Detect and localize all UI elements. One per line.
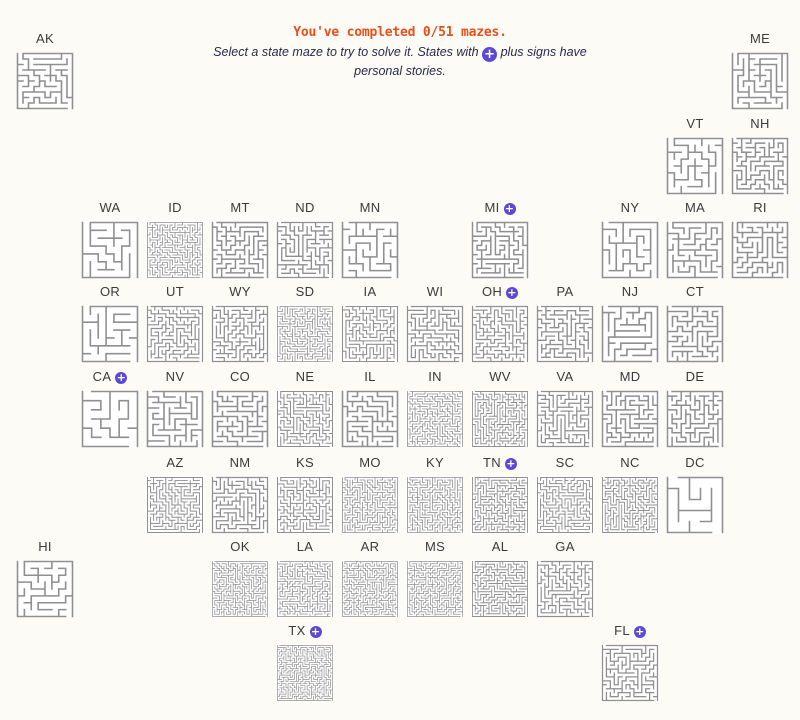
maze-walls (83, 307, 138, 362)
state-label-row (340, 368, 400, 386)
state-abbr: RI (753, 200, 767, 215)
state-label-row (275, 368, 335, 386)
maze-walls (538, 307, 593, 362)
state-maze-ca[interactable] (80, 368, 140, 450)
state-maze-ne[interactable] (275, 368, 335, 450)
state-label-row (80, 283, 140, 301)
maze-grid-icon[interactable] (211, 390, 269, 448)
state-abbr: ID (168, 200, 182, 215)
maze-grid-icon[interactable] (471, 305, 529, 363)
maze-grid-icon[interactable] (81, 221, 139, 279)
state-abbr: WV (489, 369, 511, 384)
state-label-row (275, 199, 335, 217)
state-maze-ar[interactable] (340, 538, 400, 620)
state-label-row (210, 368, 270, 386)
state-maze-co[interactable] (210, 368, 270, 450)
state-label-row (145, 368, 205, 386)
state-label-row (275, 622, 335, 640)
state-maze-wv[interactable] (470, 368, 530, 450)
plus-icon: + (482, 47, 497, 62)
maze-walls (668, 307, 723, 362)
maze-walls (538, 478, 593, 533)
maze-walls (18, 54, 73, 109)
maze-walls (213, 478, 268, 533)
state-maze-va[interactable] (535, 368, 595, 450)
state-label-row (600, 454, 660, 472)
state-maze-pa[interactable] (535, 283, 595, 365)
state-maze-ga[interactable] (535, 538, 595, 620)
state-label-row (535, 368, 595, 386)
maze-grid-icon[interactable] (406, 305, 464, 363)
state-abbr: SC (555, 455, 575, 470)
state-maze-wi[interactable] (405, 283, 465, 365)
state-abbr: NJ (621, 284, 639, 299)
state-maze-wa[interactable] (80, 199, 140, 281)
state-label-row (340, 454, 400, 472)
state-maze-tn[interactable] (470, 454, 530, 536)
maze-grid-icon[interactable] (471, 560, 529, 618)
state-abbr: OK (230, 539, 250, 554)
state-label-row (730, 30, 790, 48)
state-maze-ks[interactable] (275, 454, 335, 536)
maze-grid-icon[interactable] (146, 305, 204, 363)
state-label-row (15, 538, 75, 556)
maze-walls (473, 307, 528, 362)
instructions-part-2: plus signs have personal stories. (354, 45, 587, 78)
maze-walls (278, 478, 333, 533)
maze-walls (213, 223, 268, 278)
state-abbr: IL (364, 369, 376, 384)
maze-walls (603, 223, 658, 278)
state-abbr: CO (229, 369, 251, 384)
state-maze-ct[interactable] (665, 283, 725, 365)
instructions-part-1: Select a state maze to try to solve it. States with (213, 45, 479, 59)
state-maze-dc[interactable] (665, 454, 725, 536)
maze-walls (603, 478, 658, 533)
maze-grid-icon[interactable] (601, 390, 659, 448)
state-abbr: UT (166, 284, 184, 299)
state-maze-ri[interactable] (730, 199, 790, 281)
maze-walls (408, 562, 463, 617)
state-abbr: PA (556, 284, 574, 299)
state-abbr: FL (614, 623, 630, 638)
state-maze-tx[interactable] (275, 622, 335, 704)
state-maze-in[interactable] (405, 368, 465, 450)
maze-grid-icon[interactable] (276, 390, 334, 448)
state-label-row (210, 538, 270, 556)
state-maze-mn[interactable] (340, 199, 400, 281)
state-abbr: VA (556, 369, 574, 384)
maze-walls (83, 392, 138, 447)
plus-icon: + (507, 286, 517, 299)
maze-grid-icon[interactable] (81, 390, 139, 448)
maze-grid-icon[interactable] (731, 137, 789, 195)
state-label-row (535, 283, 595, 301)
maze-grid-icon[interactable] (211, 305, 269, 363)
maze-walls (733, 223, 788, 278)
maze-grid-icon[interactable] (146, 476, 204, 534)
maze-grid-icon[interactable] (601, 221, 659, 279)
state-label-row (405, 538, 465, 556)
state-abbr: NC (620, 455, 640, 470)
plus-icon: + (506, 457, 516, 470)
maze-walls (148, 223, 203, 278)
state-label-row (275, 538, 335, 556)
state-label-row (470, 454, 530, 472)
maze-walls (343, 307, 398, 362)
maze-walls (18, 562, 73, 617)
state-maze-mo[interactable] (340, 454, 400, 536)
state-label-row (600, 368, 660, 386)
state-abbr: NY (620, 200, 640, 215)
state-abbr: MI (484, 200, 500, 215)
maze-walls (278, 223, 333, 278)
state-label-row (145, 283, 205, 301)
state-abbr: MA (684, 200, 706, 215)
maze-walls (668, 139, 723, 194)
maze-walls (343, 392, 398, 447)
state-label-row (405, 283, 465, 301)
maze-walls (83, 223, 138, 278)
state-label-row (730, 115, 790, 133)
maze-grid-icon[interactable] (276, 560, 334, 618)
state-abbr: ND (295, 200, 315, 215)
plus-icon: + (310, 625, 321, 638)
state-label-row (275, 454, 335, 472)
maze-grid-icon[interactable] (731, 221, 789, 279)
state-maze-mi[interactable] (470, 199, 530, 281)
state-maze-al[interactable] (470, 538, 530, 620)
state-abbr: MN (359, 200, 381, 215)
maze-walls (603, 392, 658, 447)
state-abbr: MO (359, 455, 381, 470)
state-label-row (15, 30, 75, 48)
maze-walls (733, 54, 788, 109)
state-label-row (210, 454, 270, 472)
state-label-row (470, 199, 530, 217)
maze-walls (668, 478, 723, 533)
state-label-row (470, 283, 530, 301)
maze-grid-icon[interactable] (666, 476, 724, 534)
state-abbr: AZ (166, 455, 184, 470)
plus-icon: + (504, 202, 515, 215)
state-maze-nj[interactable] (600, 283, 660, 365)
maze-grid-icon[interactable] (276, 644, 334, 702)
state-label-row (340, 283, 400, 301)
state-abbr: MT (230, 200, 250, 215)
state-label-row (470, 368, 530, 386)
state-label-row (275, 283, 335, 301)
state-label-row (600, 199, 660, 217)
state-maze-vt[interactable] (665, 115, 725, 197)
maze-grid-icon[interactable] (536, 390, 594, 448)
state-label-row (665, 199, 725, 217)
maze-grid-icon[interactable] (471, 390, 529, 448)
maze-grid-icon[interactable] (536, 560, 594, 618)
state-maze-md[interactable] (600, 368, 660, 450)
state-abbr: AR (360, 539, 380, 554)
state-label-row (405, 454, 465, 472)
maze-walls (473, 392, 528, 447)
state-maze-il[interactable] (340, 368, 400, 450)
state-abbr: OH (481, 284, 503, 299)
state-maze-fl[interactable] (600, 622, 660, 704)
maze-grid-icon[interactable] (276, 305, 334, 363)
state-abbr: DC (685, 455, 705, 470)
state-maze-mt[interactable] (210, 199, 270, 281)
state-maze-ky[interactable] (405, 454, 465, 536)
maze-grid-icon[interactable] (471, 221, 529, 279)
state-maze-wy[interactable] (210, 283, 270, 365)
state-label-row (665, 283, 725, 301)
state-maze-or[interactable] (80, 283, 140, 365)
state-maze-me[interactable] (730, 30, 790, 112)
maze-walls (733, 139, 788, 194)
state-abbr: WY (229, 284, 251, 299)
state-maze-nh[interactable] (730, 115, 790, 197)
maze-walls (473, 478, 528, 533)
maze-grid-icon[interactable] (666, 221, 724, 279)
state-label-row (145, 454, 205, 472)
maze-grid-icon[interactable] (601, 305, 659, 363)
maze-grid-icon[interactable] (536, 305, 594, 363)
state-abbr: MD (619, 369, 641, 384)
state-abbr: WI (426, 284, 444, 299)
maze-grid-icon[interactable] (146, 221, 204, 279)
state-abbr: NV (165, 369, 185, 384)
maze-grid-icon[interactable] (341, 221, 399, 279)
state-maze-ok[interactable] (210, 538, 270, 620)
state-label-row (665, 368, 725, 386)
maze-walls (538, 562, 593, 617)
maze-grid-icon[interactable] (16, 52, 74, 110)
maze-walls (343, 223, 398, 278)
maze-walls (278, 307, 333, 362)
plus-icon: + (635, 625, 645, 638)
maze-walls (148, 392, 203, 447)
maze-grid-icon[interactable] (341, 305, 399, 363)
maze-grid-icon[interactable] (471, 476, 529, 534)
state-abbr: AK (36, 31, 54, 46)
state-maze-oh[interactable] (470, 283, 530, 365)
state-maze-ms[interactable] (405, 538, 465, 620)
maze-grid-icon[interactable] (341, 390, 399, 448)
maze-grid-icon[interactable] (406, 476, 464, 534)
maze-walls (603, 646, 658, 701)
maze-walls (408, 307, 463, 362)
state-abbr: IN (428, 369, 442, 384)
state-maze-ak[interactable] (15, 30, 75, 112)
state-label-row (535, 538, 595, 556)
state-maze-ma[interactable] (665, 199, 725, 281)
maze-grid-icon[interactable] (731, 52, 789, 110)
state-maze-nm[interactable] (210, 454, 270, 536)
state-maze-nd[interactable] (275, 199, 335, 281)
maze-grid-icon[interactable] (276, 221, 334, 279)
state-abbr: HI (38, 539, 52, 554)
maze-walls (473, 562, 528, 617)
state-maze-ut[interactable] (145, 283, 205, 365)
state-abbr: NE (295, 369, 315, 384)
state-maze-nc[interactable] (600, 454, 660, 536)
state-label-row (405, 368, 465, 386)
state-label-row (80, 199, 140, 217)
state-abbr: GA (555, 539, 575, 554)
maze-walls (278, 646, 333, 701)
state-label-row (665, 454, 725, 472)
maze-grid-icon[interactable] (16, 560, 74, 618)
state-label-row (470, 538, 530, 556)
state-abbr: WA (99, 200, 121, 215)
state-abbr: TX (288, 623, 306, 638)
state-label-row (730, 199, 790, 217)
maze-walls (148, 478, 203, 533)
state-maze-az[interactable] (145, 454, 205, 536)
state-abbr: ME (749, 31, 771, 46)
state-abbr: IA (363, 284, 377, 299)
state-maze-ia[interactable] (340, 283, 400, 365)
state-label-row (340, 199, 400, 217)
maze-grid-icon[interactable] (211, 560, 269, 618)
maze-walls (343, 562, 398, 617)
maze-walls (408, 392, 463, 447)
state-abbr: LA (296, 539, 314, 554)
maze-walls (148, 307, 203, 362)
maze-grid-icon[interactable] (341, 476, 399, 534)
maze-walls (668, 392, 723, 447)
maze-walls (213, 392, 268, 447)
state-abbr: NH (750, 116, 770, 131)
progress-text: You've completed 0/51 mazes. (293, 25, 507, 40)
maze-grid-icon[interactable] (211, 221, 269, 279)
state-label-row (535, 454, 595, 472)
maze-grid-icon[interactable] (81, 305, 139, 363)
maze-grid-icon[interactable] (601, 476, 659, 534)
maze-grid-icon[interactable] (666, 305, 724, 363)
maze-walls (408, 478, 463, 533)
state-label-row (210, 283, 270, 301)
state-maze-ny[interactable] (600, 199, 660, 281)
maze-grid-icon[interactable] (341, 560, 399, 618)
maze-grid-icon[interactable] (146, 390, 204, 448)
maze-walls (603, 307, 658, 362)
maze-grid-icon[interactable] (601, 644, 659, 702)
state-abbr: SD (295, 284, 315, 299)
maze-walls (213, 307, 268, 362)
state-abbr: TN (483, 455, 501, 470)
state-maze-nv[interactable] (145, 368, 205, 450)
maze-walls (343, 478, 398, 533)
state-label-row (665, 115, 725, 133)
state-maze-sd[interactable] (275, 283, 335, 365)
state-maze-id[interactable] (145, 199, 205, 281)
maze-grid-icon[interactable] (666, 137, 724, 195)
state-maze-la[interactable] (275, 538, 335, 620)
state-maze-hi[interactable] (15, 538, 75, 620)
maze-grid-icon[interactable] (211, 476, 269, 534)
maze-grid-icon[interactable] (666, 390, 724, 448)
state-abbr: DE (685, 369, 705, 384)
maze-walls (278, 562, 333, 617)
state-label-row (80, 368, 140, 386)
state-label-row (600, 622, 660, 640)
maze-walls (278, 392, 333, 447)
state-label-row (210, 199, 270, 217)
state-label-row (600, 283, 660, 301)
state-maze-de[interactable] (665, 368, 725, 450)
maze-grid-icon[interactable] (536, 476, 594, 534)
state-abbr: CA (92, 369, 112, 384)
state-abbr: MS (424, 539, 446, 554)
state-abbr: NM (229, 455, 251, 470)
state-abbr: AL (491, 539, 509, 554)
maze-grid-icon[interactable] (276, 476, 334, 534)
state-label-row (340, 538, 400, 556)
maze-walls (473, 223, 528, 278)
state-abbr: CT (686, 284, 704, 299)
maze-walls (538, 392, 593, 447)
state-abbr: KS (296, 455, 314, 470)
state-label-row (145, 199, 205, 217)
maze-grid-icon[interactable] (406, 390, 464, 448)
maze-grid-icon[interactable] (406, 560, 464, 618)
state-abbr: KY (426, 455, 444, 470)
maze-walls (668, 223, 723, 278)
maze-walls (213, 562, 268, 617)
state-abbr: OR (99, 284, 121, 299)
state-abbr: VT (686, 116, 704, 131)
state-maze-sc[interactable] (535, 454, 595, 536)
plus-icon: + (116, 371, 127, 384)
